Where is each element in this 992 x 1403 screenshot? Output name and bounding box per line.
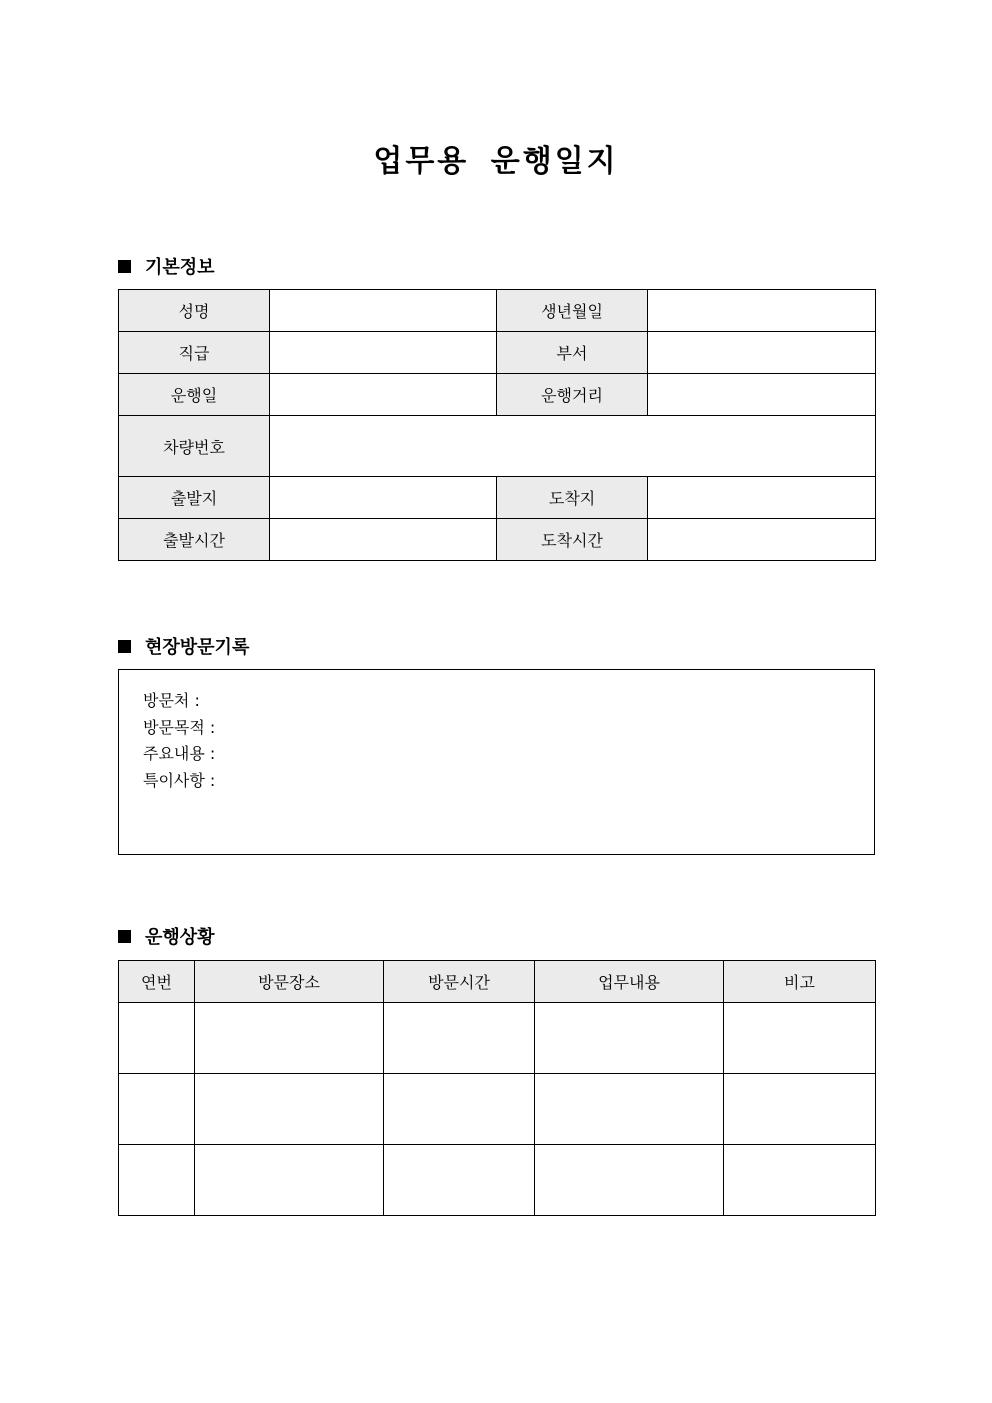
table-cell[interactable] — [384, 1145, 535, 1216]
driving-status-table — [118, 960, 876, 1216]
table-cell[interactable] — [724, 1003, 876, 1074]
column-header-number: 연번 — [119, 961, 195, 1003]
table-cell[interactable] — [535, 1074, 724, 1145]
square-bullet-icon — [118, 640, 131, 653]
square-bullet-icon — [118, 260, 131, 273]
table-row — [119, 477, 876, 519]
section-heading-driving-status — [118, 923, 215, 949]
label-departure-time: 출발시간 — [119, 519, 270, 561]
label-arrival-time: 도착시간 — [497, 519, 648, 561]
section-title-site-visit: 현장방문기록 — [145, 637, 250, 658]
visit-place-line: 방문처 : — [143, 691, 200, 710]
table-cell[interactable] — [195, 1003, 384, 1074]
field-birth-date[interactable] — [648, 290, 876, 332]
label-name: 성명 — [119, 290, 270, 332]
field-departure-time[interactable] — [270, 519, 497, 561]
table-row — [119, 1003, 876, 1074]
label-birth-date: 생년월일 — [497, 290, 648, 332]
visit-remarks-line: 특이사항 : — [143, 770, 216, 790]
table-cell[interactable] — [535, 1003, 724, 1074]
column-header-visit-time: 방문시간 — [384, 961, 535, 1003]
table-row — [119, 332, 876, 374]
table-row — [119, 416, 876, 477]
table-cell[interactable] — [119, 1003, 195, 1074]
document-title: 업무용 운행일지 — [373, 144, 619, 179]
square-bullet-icon — [118, 930, 131, 943]
label-vehicle-number: 차량번호 — [119, 416, 270, 477]
table-row — [119, 374, 876, 416]
table-cell[interactable] — [384, 1074, 535, 1145]
label-department: 부서 — [497, 332, 648, 374]
table-cell[interactable] — [119, 1145, 195, 1216]
table-row — [119, 1074, 876, 1145]
table-cell[interactable] — [724, 1145, 876, 1216]
field-arrival[interactable] — [648, 477, 876, 519]
label-departure: 출발지 — [119, 477, 270, 519]
section-heading-basic-info — [118, 253, 215, 279]
basic-info-table — [118, 289, 876, 561]
table-cell[interactable] — [724, 1074, 876, 1145]
label-arrival: 도착지 — [497, 477, 648, 519]
table-cell[interactable] — [195, 1074, 384, 1145]
site-visit-lines — [143, 688, 215, 794]
field-name[interactable] — [270, 290, 497, 332]
section-title-basic-info: 기본정보 — [145, 257, 215, 278]
table-row — [119, 290, 876, 332]
section-title-driving-status: 운행상황 — [145, 927, 215, 948]
section-heading-site-visit — [118, 633, 249, 659]
label-driving-distance: 운행거리 — [497, 374, 648, 416]
table-header-row — [119, 961, 876, 1003]
table-row — [119, 519, 876, 561]
field-arrival-time[interactable] — [648, 519, 876, 561]
column-header-work-content: 업무내용 — [535, 961, 724, 1003]
table-cell[interactable] — [384, 1003, 535, 1074]
field-vehicle-number[interactable] — [270, 416, 876, 477]
field-departure[interactable] — [270, 477, 497, 519]
label-position: 직급 — [119, 332, 270, 374]
table-cell[interactable] — [195, 1145, 384, 1216]
table-row — [119, 1145, 876, 1216]
field-position[interactable] — [270, 332, 497, 374]
visit-content-line: 주요내용 : — [143, 744, 216, 763]
field-driving-date[interactable] — [270, 374, 497, 416]
table-cell[interactable] — [535, 1145, 724, 1216]
table-cell[interactable] — [119, 1074, 195, 1145]
visit-purpose-line: 방문목적 : — [143, 717, 216, 737]
column-header-remarks: 비고 — [724, 961, 876, 1003]
field-department[interactable] — [648, 332, 876, 374]
column-header-visit-place: 방문장소 — [195, 961, 384, 1003]
label-driving-date: 운행일 — [119, 374, 270, 416]
site-visit-record-box[interactable] — [118, 669, 875, 855]
field-driving-distance[interactable] — [648, 374, 876, 416]
